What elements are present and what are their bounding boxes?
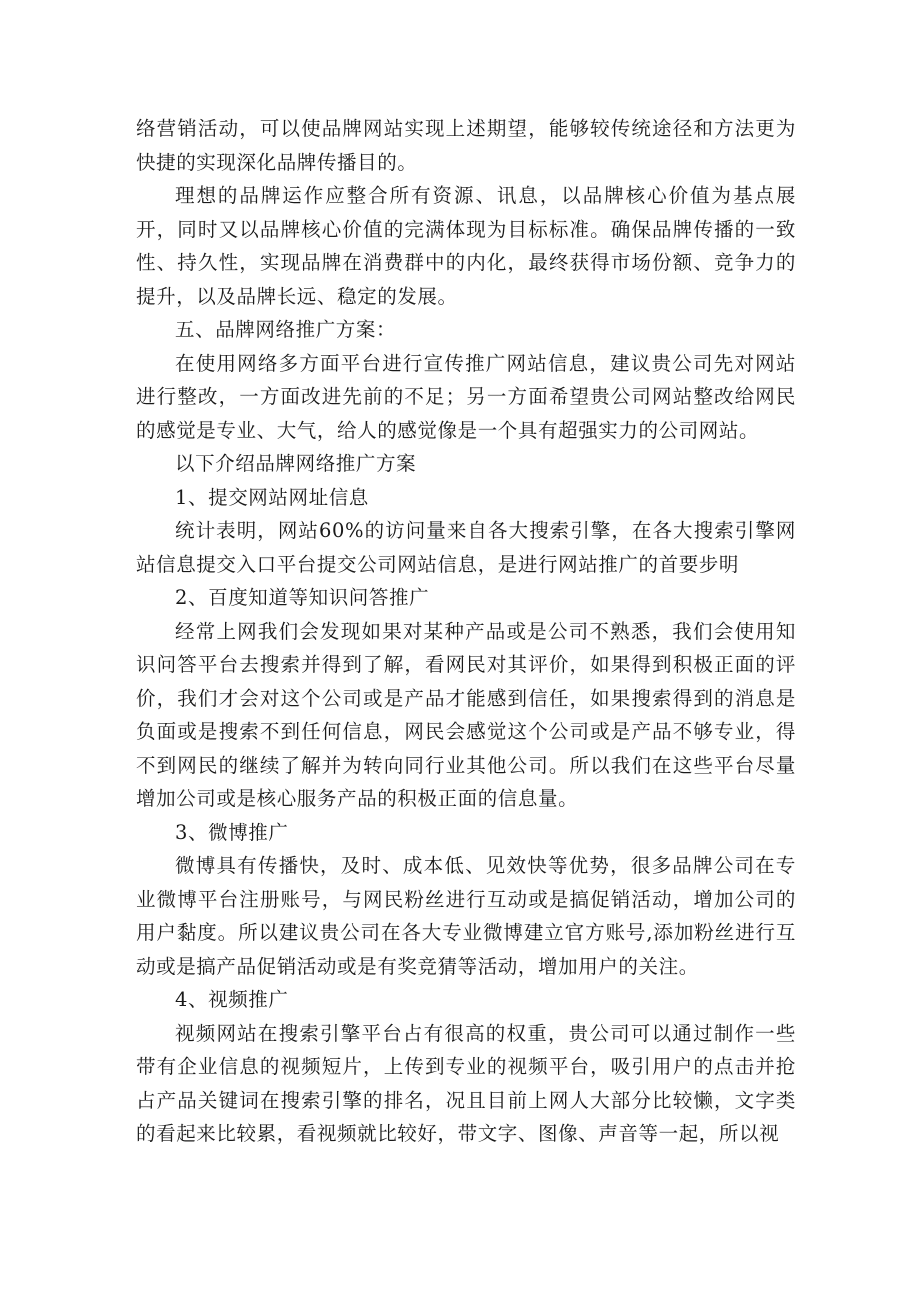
subheading-1: 1、提交网站网址信息 [175, 485, 369, 509]
section-heading-5: 五、品牌网络推广方案： [175, 318, 397, 341]
subheading-3: 3、微博推广 [175, 820, 289, 844]
paragraph-intro-plan: 以下介绍品牌网络推广方案 [175, 452, 417, 475]
subheading-4: 4、视频推广 [175, 988, 289, 1011]
paragraph-video-promotion: 视频网站在搜索引擎平台占有很高的权重，贵公司可以通过制作一些带有企业信息的视频短片，上传到专业的视频平台，吸引用户的点击并抢占产品关键词在搜索引擎的排名，况且目前上网人大部分比较懒，文字类的看起来比较累，看视频就比较好，带文字、图像、声音等一起，所以视 [136, 1021, 796, 1145]
paragraph-weibo-promotion: 微博具有传播快，及时、成本低、见效快等优势，很多品牌公司在专业微博平台注册账号，与网民粉丝进行互动或是搞促销活动，增加公司的用户黏度。所以建议贵公司在各大专业微博建立官方账号,添加粉丝进行互动或是搞产品促销活动或是有奖竞猜等活动，增加用户的关注。 [136, 854, 796, 978]
paragraph-brand-operation: 理想的品牌运作应整合所有资源、讯息，以品牌核心价值为基点展开，同时又以品牌核心价值的完满体现为目标标准。确保品牌传播的一致性、持久性，实现品牌在消费群中的内化，最终获得市场份额、竞争力的提升，以及品牌长远、稳定的发展。 [136, 184, 796, 308]
document-body [136, 112, 796, 1151]
paragraph-continuation: 络营销活动，可以使品牌网站实现上述期望，能够较传统途径和方法更为快捷的实现深化品牌传播目的。 [136, 117, 796, 174]
paragraph-website-revamp: 在使用网络多方面平台进行宣传推广网站信息，建议贵公司先对网站进行整改，一方面改进先前的不足；另一方面希望贵公司网站整改给网民的感觉是专业、大气，给人的感觉像是一个具有超强实力的公司网站。 [136, 351, 796, 442]
subheading-2: 2、百度知道等知识问答推广 [175, 586, 430, 609]
paragraph-search-submit: 统计表明，网站60%的访问量来自各大搜索引擎，在各大搜索引擎网站信息提交入口平台提交公司网站信息，是进行网站推广的首要步明 [136, 519, 796, 576]
paragraph-qa-promotion: 经常上网我们会发现如果对某种产品或是公司不熟悉，我们会使用知识问答平台去搜索并得到了解，看网民对其评价，如果得到积极正面的评价，我们才会对这个公司或是产品才能感到信任，如果搜索得到的消息是负面或是搜索不到任何信息，网民会感觉这个公司或是产品不够专业，得不到网民的继续了解并为转向同行业其他公司。所以我们在这些平台尽量增加公司或是核心服务产品的积极正面的信息量。 [136, 619, 796, 810]
